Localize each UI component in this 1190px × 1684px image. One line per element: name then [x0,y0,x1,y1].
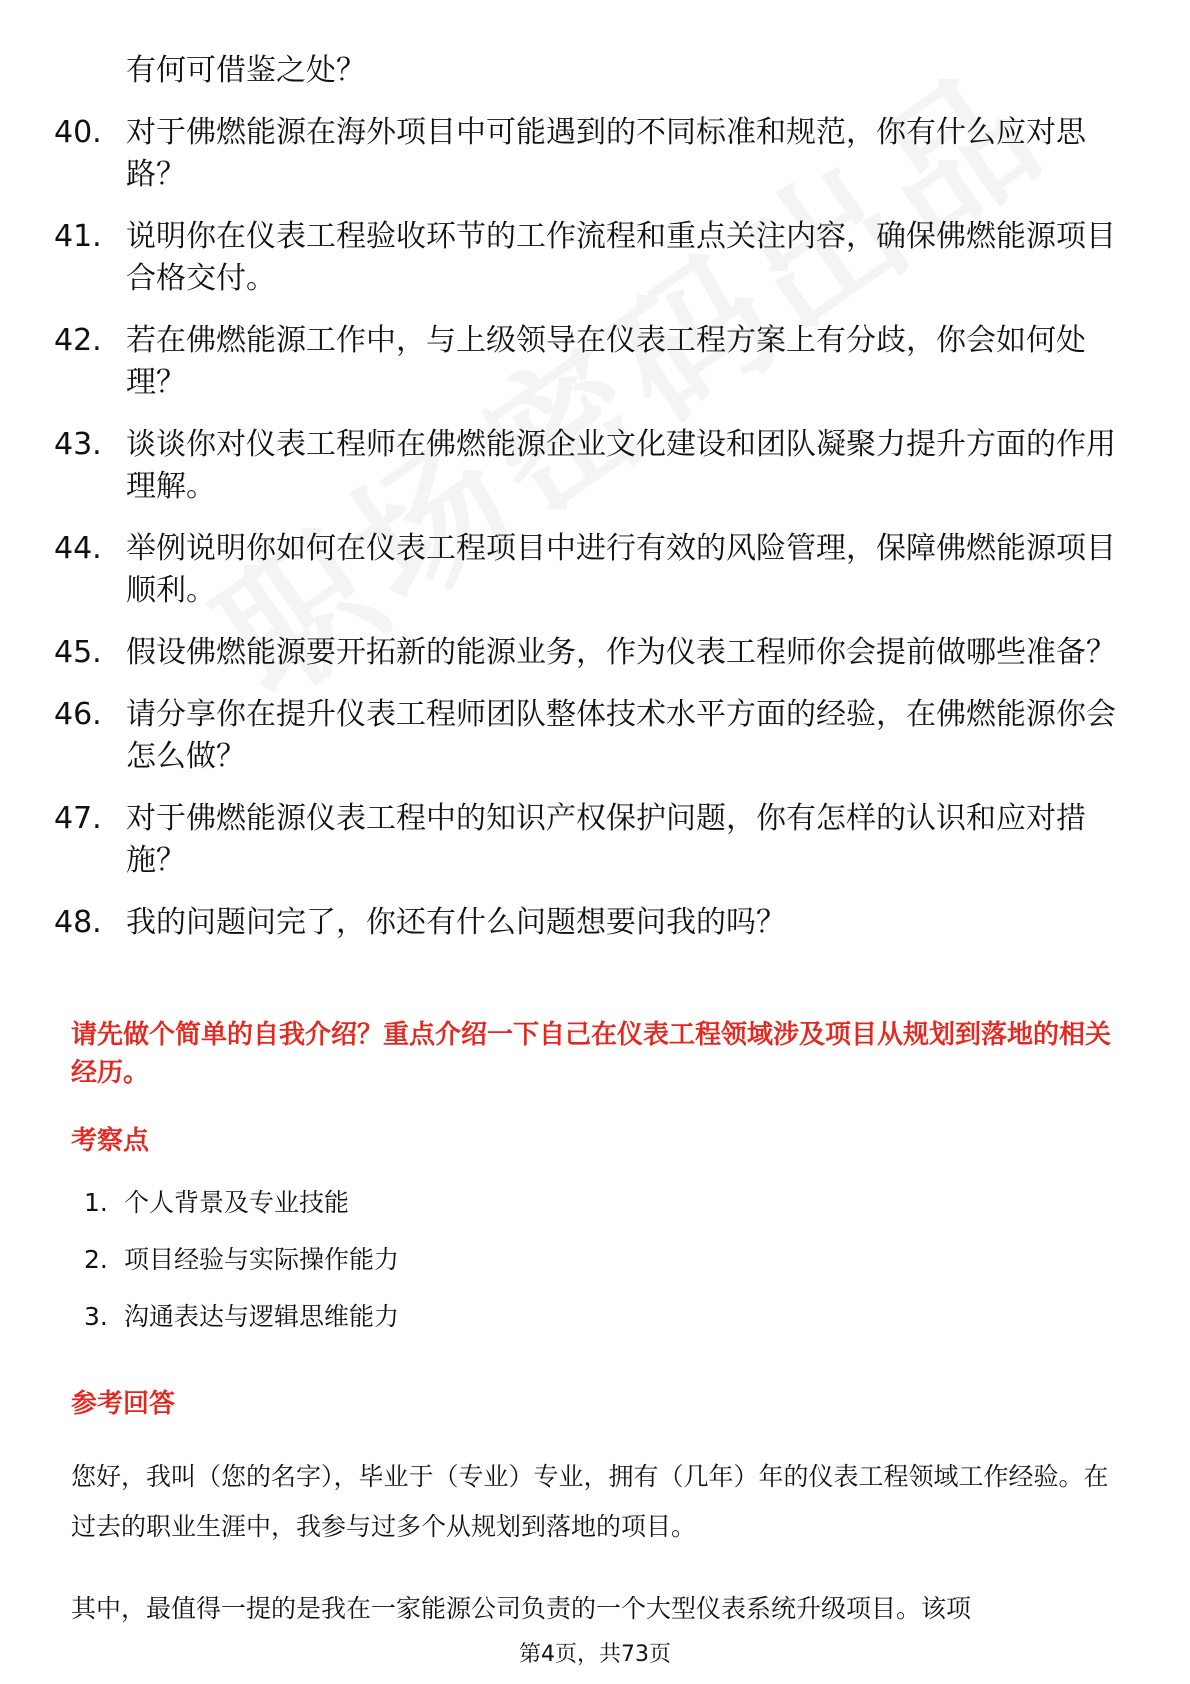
question-number: 40. [54,115,102,150]
section-title: 请先做个简单的自我介绍？重点介绍一下自己在仪表工程领域涉及项目从规划到落地的相关经历。 [71,1020,1112,1088]
check-point-text: 个人背景及专业技能 [124,1188,350,1217]
question-text: 对于佛燃能源在海外项目中可能遇到的不同标准和规范，你有什么应对思路？ [126,115,1086,192]
question-text: 若在佛燃能源工作中，与上级领导在仪表工程方案上有分歧，你会如何处理？ [126,323,1086,400]
question-number: 43. [54,427,102,462]
question-text: 举例说明你如何在仪表工程项目中进行有效的风险管理，保障佛燃能源项目顺利。 [126,531,1116,608]
check-points-heading: 考察点 [71,1126,150,1156]
page-footer: 第4页，共73页 [519,1642,671,1667]
question-item-40 [54,112,1134,196]
question-item-43 [54,424,1134,508]
check-points-list [84,1185,399,1356]
question-text: 对于佛燃能源仪表工程中的知识产权保护问题，你有怎样的认识和应对措施？ [126,801,1086,878]
question-number: 44. [54,531,102,566]
question-number: 46. [54,697,102,732]
answer-heading: 参考回答 [71,1389,176,1419]
check-point-text: 项目经验与实际操作能力 [124,1245,400,1274]
check-point-text: 沟通表达与逻辑思维能力 [124,1302,400,1331]
question-list [54,112,1134,964]
question-item-47 [54,798,1134,882]
question-number: 47. [54,801,102,836]
question-item-42 [54,320,1134,404]
check-point-number: 1. [84,1188,108,1217]
question-continuation: 有何可借鉴之处？ [126,53,366,88]
answer-paragraph: 其中，最值得一提的是我在一家能源公司负责的一个大型仪表系统升级项目。该项 [71,1594,972,1623]
question-item-44 [54,528,1134,612]
question-number: 48. [54,905,102,940]
question-number: 45. [54,635,102,670]
question-text: 我的问题问完了，你还有什么问题想要问我的吗？ [126,905,786,940]
question-text: 请分享你在提升仪表工程师团队整体技术水平方面的经验，在佛燃能源你会怎么做？ [126,697,1116,774]
question-number: 42. [54,323,102,358]
question-item-46 [54,694,1134,778]
question-item-45 [54,632,1134,674]
check-point-item [84,1242,399,1278]
question-item-48 [54,902,1134,944]
question-number: 41. [54,219,102,254]
check-point-number: 2. [84,1245,108,1274]
question-text: 说明你在仪表工程验收环节的工作流程和重点关注内容，确保佛燃能源项目合格交付。 [126,219,1116,296]
check-point-number: 3. [84,1302,108,1331]
check-point-item [84,1185,399,1221]
question-item-41 [54,216,1134,300]
check-point-item [84,1299,399,1335]
question-text: 假设佛燃能源要开拓新的能源业务，作为仪表工程师你会提前做哪些准备？ [126,635,1116,670]
question-text: 谈谈你对仪表工程师在佛燃能源企业文化建设和团队凝聚力提升方面的作用理解。 [126,427,1116,504]
answer-paragraph: 您好，我叫（您的名字），毕业于（专业）专业，拥有（几年）年的仪表工程领域工作经验。在过去的职业生涯中，我参与过多个从规划到落地的项目。 [71,1462,1109,1541]
